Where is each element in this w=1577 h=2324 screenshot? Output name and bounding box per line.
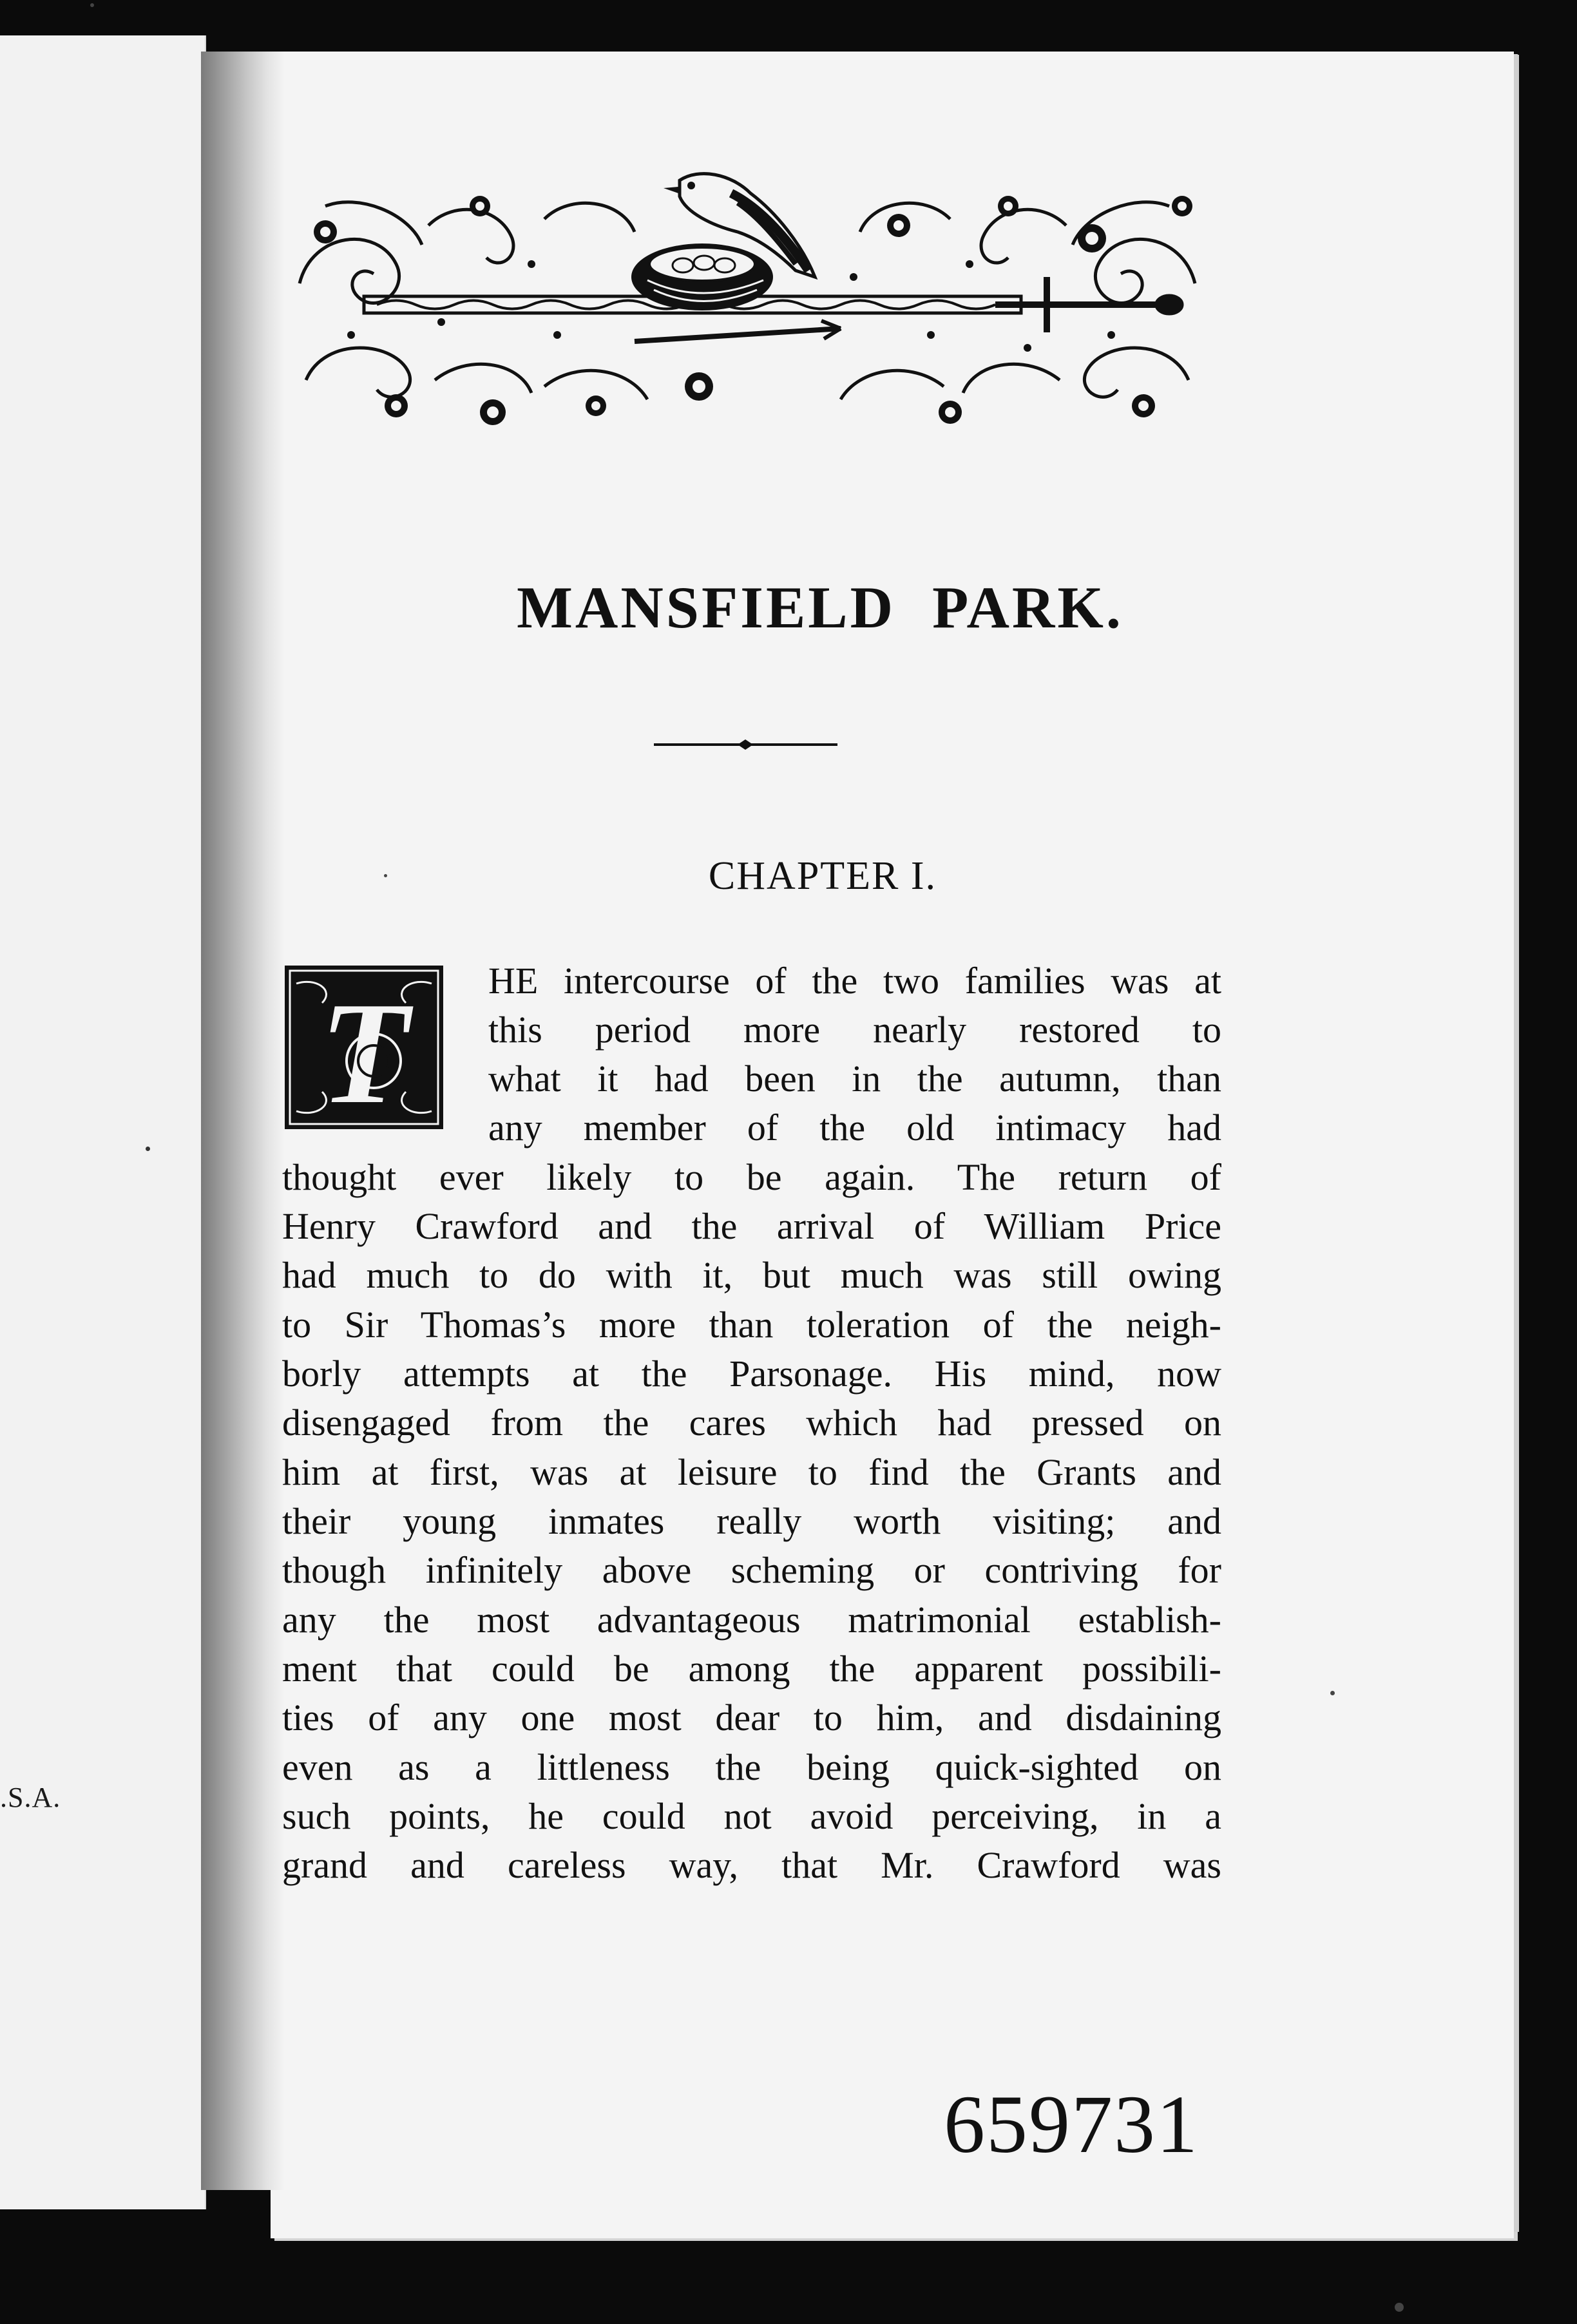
body-line: him at first, was at leisure to find the Grants and <box>282 1451 1221 1493</box>
body-line: this period more nearly restored to <box>488 1009 1221 1051</box>
body-line: borly attempts at the Parsonage. His mind, now <box>282 1353 1221 1395</box>
ink-speck <box>146 1147 150 1151</box>
page-edge <box>1514 55 1519 2232</box>
accession-number-stamp: 659731 <box>944 2079 1199 2170</box>
body-line-last: grand and careless way, that Mr. Crawford was <box>282 1844 1221 1886</box>
left-page-edge-text: .S.A. <box>0 1782 61 1813</box>
body-line: to Sir Thomas’s more than toleration of the neigh- <box>282 1304 1221 1346</box>
body-line: though infinitely above scheming or contriving for <box>282 1549 1221 1591</box>
body-line: thought ever likely to be again. The return of <box>282 1156 1221 1198</box>
body-line: even as a littleness the being quick-sighted on <box>282 1746 1221 1788</box>
ink-speck <box>1330 1691 1335 1695</box>
body-line: any member of the old intimacy had <box>488 1107 1221 1148</box>
body-line: disengaged from the cares which had pressed on <box>282 1402 1221 1443</box>
ink-speck <box>90 3 94 7</box>
chapter-heading: CHAPTER I. <box>708 854 937 898</box>
book-title: MANSFIELD PARK. <box>517 575 1123 640</box>
body-line: their young inmates really worth visiting; and <box>282 1500 1221 1542</box>
ink-speck <box>1395 2303 1404 2312</box>
decorative-dropcap <box>283 964 444 1130</box>
spine-gutter-shadow <box>201 52 285 2190</box>
dropcap-letter: T <box>318 971 410 1130</box>
body-line: ment that could be among the apparent possibili- <box>282 1648 1221 1690</box>
left-facing-page <box>0 35 206 2209</box>
ink-speck <box>384 874 387 877</box>
title-divider-ornament <box>654 738 837 752</box>
body-line: ties of any one most dear to him, and disdaining <box>282 1697 1221 1738</box>
body-line: such points, he could not avoid perceiving, in a <box>282 1795 1221 1837</box>
body-line: any the most advantageous matrimonial establish- <box>282 1599 1221 1641</box>
body-line-first: HE intercourse of the two families was at <box>488 960 1221 1002</box>
body-line: what it had been in the autumn, than <box>488 1058 1221 1100</box>
body-line: Henry Crawford and the arrival of William Price <box>282 1205 1221 1247</box>
body-line: had much to do with it, but much was still owing <box>282 1254 1221 1296</box>
bird-nest-headpiece-ornament <box>287 167 1208 438</box>
